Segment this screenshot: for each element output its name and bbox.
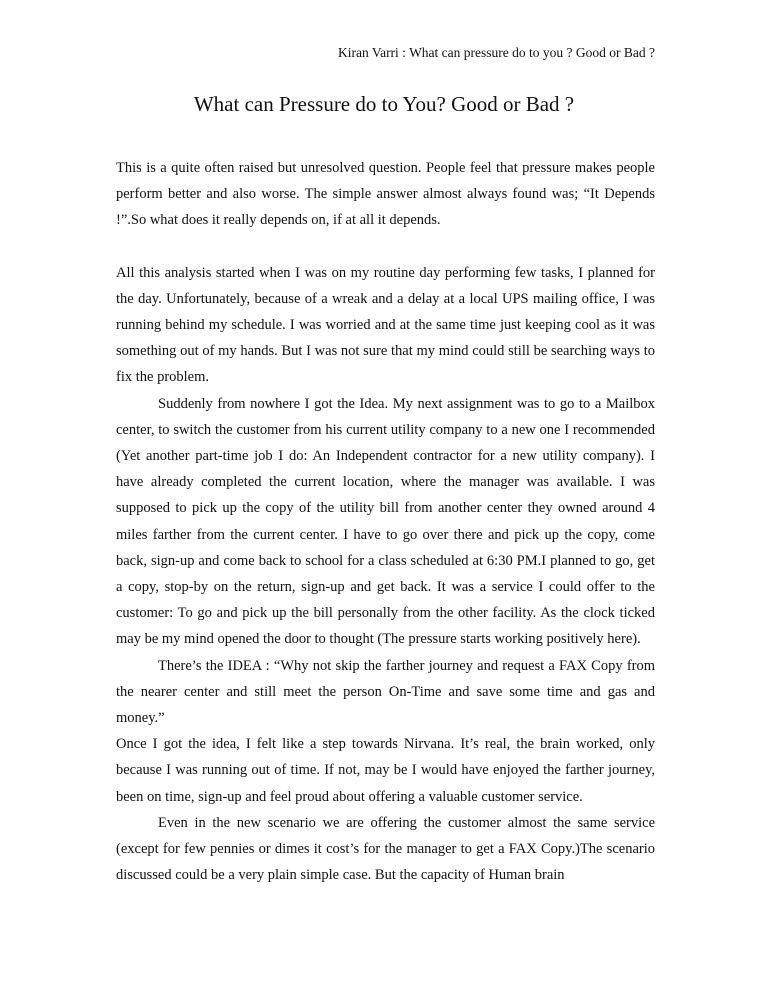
- paragraph-fax-idea: There’s the IDEA : “Why not skip the farther journey and request a FAX Copy from the nearer center and still meet the person On-Time and save some time and gas and money.”: [116, 657, 655, 727]
- page-title: What can Pressure do to You? Good or Bad ?: [193, 92, 575, 116]
- paragraph-idea: Suddenly from nowhere I got the Idea. My next assignment was to go to a Mailbox center, to switch the customer from his current utility company to a new one I recommended (Yet another part-time job I do: An Independent contractor for a new utility company). I have already completed the current location, where the manager was available. I was supposed to pick up the copy of the utility bill from another center they owned around 4 miles farther from the current center. I have to go over there and pick up the copy, come back, sign-up and come back to school for a class scheduled at 6:30 PM.I planned to go, get a copy, stop-by on the return, sign-up and get back. It was a service I could offer to the customer: To go and pick up the bill personally from the other facility. As the clock ticked may be my mind opened the door to thought (The pressure starts working positively here).: [116, 395, 655, 648]
- running-header: Kiran Varri : What can pressure do to you ? Good or Bad ?: [337, 45, 655, 60]
- document-body: [116, 155, 655, 888]
- paragraph-nirvana: Once I got the idea, I felt like a step towards Nirvana. It’s real, the brain worked, only because I was running out of time. If not, may be I would have enjoyed the farther journey, been on time, sign-up and feel proud about offering a valuable customer service.: [116, 736, 655, 805]
- paragraph-analysis: All this analysis started when I was on my routine day performing few tasks, I planned for the day. Unfortunately, because of a wreak and a delay at a local UPS mailing office, I was running behind my schedule. I was worried and at the same time just keeping cool as it was something out of my hands. But I was not sure that my mind could still be searching ways to fix the problem.: [116, 264, 655, 386]
- paragraph-intro: This is a quite often raised but unresolved question. People feel that pressure makes people perform better and also worse. The simple answer almost always found was; “It Depends !”.So what does it really depends on, if at all it depends.: [116, 160, 655, 229]
- paragraph-scenario: Even in the new scenario we are offering the customer almost the same service (except for few pennies or dimes it cost’s for the manager to get a FAX Copy.)The scenario discussed could be a very plain simple case. But the capacity of Human brain: [116, 814, 655, 884]
